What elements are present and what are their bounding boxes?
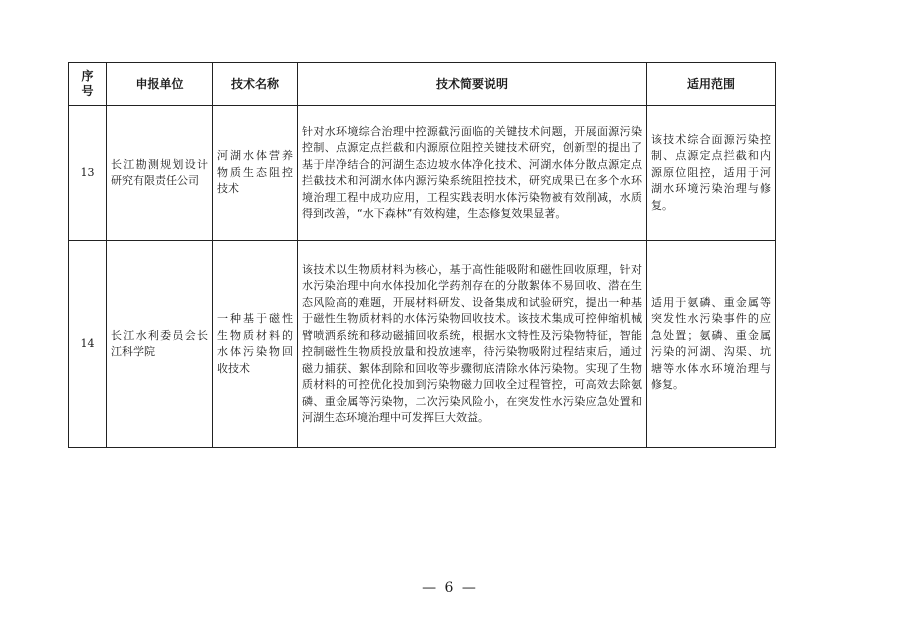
page-number: — 6 — bbox=[422, 580, 478, 596]
row-number: 14 bbox=[69, 241, 107, 448]
header-index: 序号 bbox=[69, 63, 107, 106]
row-scope: 适用于氨磷、重金属等突发性水污染事件的应急处置；氨磷、重金属污染的河湖、沟渠、坑塘等水体水环境治理与修复。 bbox=[647, 241, 776, 448]
technology-table bbox=[68, 62, 776, 448]
header-tech-name: 技术名称 bbox=[213, 63, 298, 106]
row-number: 13 bbox=[69, 106, 107, 241]
table-row bbox=[69, 106, 776, 241]
header-description: 技术简要说明 bbox=[298, 63, 647, 106]
header-scope: 适用范围 bbox=[647, 63, 776, 106]
table-row bbox=[69, 241, 776, 448]
row-unit: 长江水利委员会长江科学院 bbox=[107, 241, 213, 448]
row-tech-name: 一种基于磁性生物质材料的水体污染物回收技术 bbox=[213, 241, 298, 448]
row-scope: 该技术综合面源污染控制、点源定点拦截和内源原位阻控，适用于河湖水环境污染治理与修复。 bbox=[647, 106, 776, 241]
row-tech-name: 河湖水体营养物质生态阻控技术 bbox=[213, 106, 298, 241]
row-description: 该技术以生物质材料为核心，基于高性能吸附和磁性回收原理，针对水污染治理中向水体投加化学药剂存在的分散絮体不易回收、潜在生态风险高的难题，开展材料研发、设备集成和试验研究，提出一种基于磁性生物质材料的水体污染物回收技术。该技术集成可控伸缩机械臂喷洒系统和移动磁捕回收系统，根据水文特性及污染物特征，智能控制磁性生物质投放量和投放速率，待污染物吸附过程结束后，通过磁力捕获、絮体刮除和回收等步骤彻底清除水体污染物。实现了生物质材料的可控优化投加到污染物磁力回收全过程管控，可高效去除氨磷、重金属等污染物，二次污染风险小，在突发性水污染应急处置和河湖生态环境治理中可发挥巨大效益。 bbox=[298, 241, 647, 448]
row-description: 针对水环境综合治理中控源截污面临的关键技术问题，开展面源污染控制、点源定点拦截和内源原位阻控关键技术研究，创新型的提出了基于岸净结合的河湖生态边坡水体净化技术、河湖水体分散点源定点拦截技术和河湖水体内源污染系统阻控技术，研究成果已在多个水环境治理工程中成功应用，工程实践表明水体污染物被有效削减，水质得到改善，“水下森林”有效构建，生态修复效果显著。 bbox=[298, 106, 647, 241]
header-unit: 申报单位 bbox=[107, 63, 213, 106]
row-unit: 长江勘测规划设计研究有限责任公司 bbox=[107, 106, 213, 241]
table-header-row bbox=[69, 63, 776, 106]
